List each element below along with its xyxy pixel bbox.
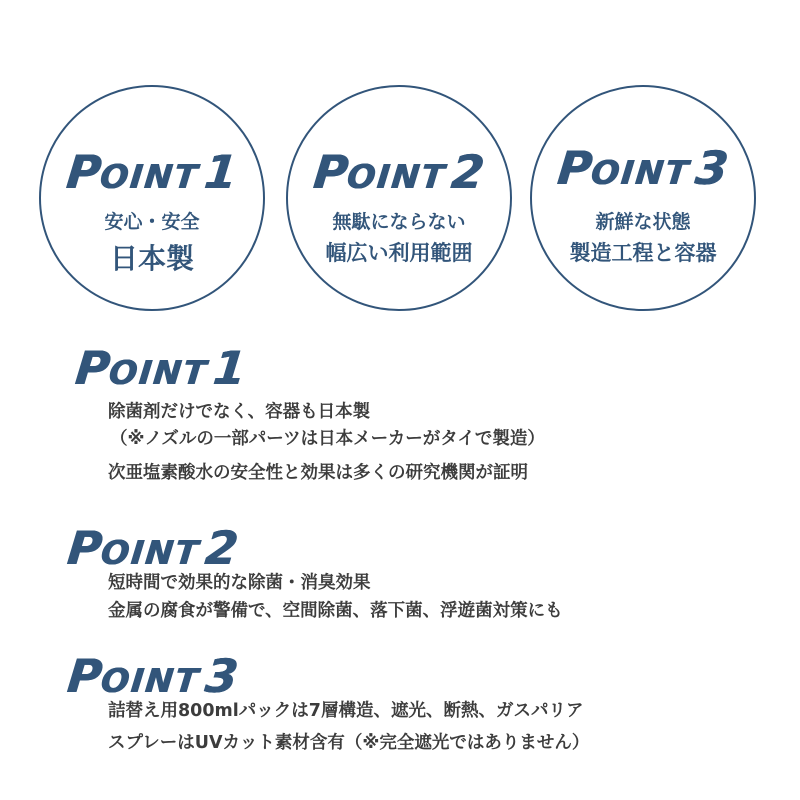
point-2-circle <box>286 85 512 311</box>
point-1-text-line-1: 除菌剤だけでなく、容器も日本製 <box>108 402 371 422</box>
point-1-circle <box>39 85 265 311</box>
point-1-text-line-3: 次亜塩素酸水の安全性と効果は多くの研究機関が証明 <box>108 463 528 483</box>
point-2-text-line-2: 金属の腐食が警備で、空間除菌、落下菌、浮遊菌対策にも <box>108 601 563 621</box>
point-3-circle <box>530 85 756 311</box>
point-3-circle-subtitle: 新鮮な状態 <box>595 211 691 233</box>
point-3-heading: POINT 3 <box>65 649 241 703</box>
point-1-circle-subtitle: 安心・安全 <box>104 211 200 233</box>
point-2-circle-headline: 幅広い利用範囲 <box>325 241 473 265</box>
point-2-heading: POINT 2 <box>65 521 241 575</box>
point-3-text-line-2: スプレーはUVカット素材含有（※完全遮光ではありません） <box>108 733 590 753</box>
point-3-circle-headline: 製造工程と容器 <box>569 241 717 265</box>
point-3-circle-title: POINT 3 <box>555 141 731 195</box>
point-2-circle-subtitle: 無駄にならない <box>332 211 466 233</box>
point-2-circle-title: POINT 2 <box>311 145 487 199</box>
point-3-text-line-1: 詰替え用800mlパックは7層構造、遮光、断熱、ガスパリア <box>108 701 584 721</box>
point-1-text-line-2: （※ノズルの一部パーツは日本メーカーがタイで製造） <box>110 429 545 449</box>
point-1-circle-title: POINT 1 <box>64 145 240 199</box>
point-2-text-line-1: 短時間で効果的な除菌・消臭効果 <box>108 573 371 593</box>
point-1-heading: POINT 1 <box>73 341 249 395</box>
point-1-circle-headline: 日本製 <box>109 242 194 275</box>
